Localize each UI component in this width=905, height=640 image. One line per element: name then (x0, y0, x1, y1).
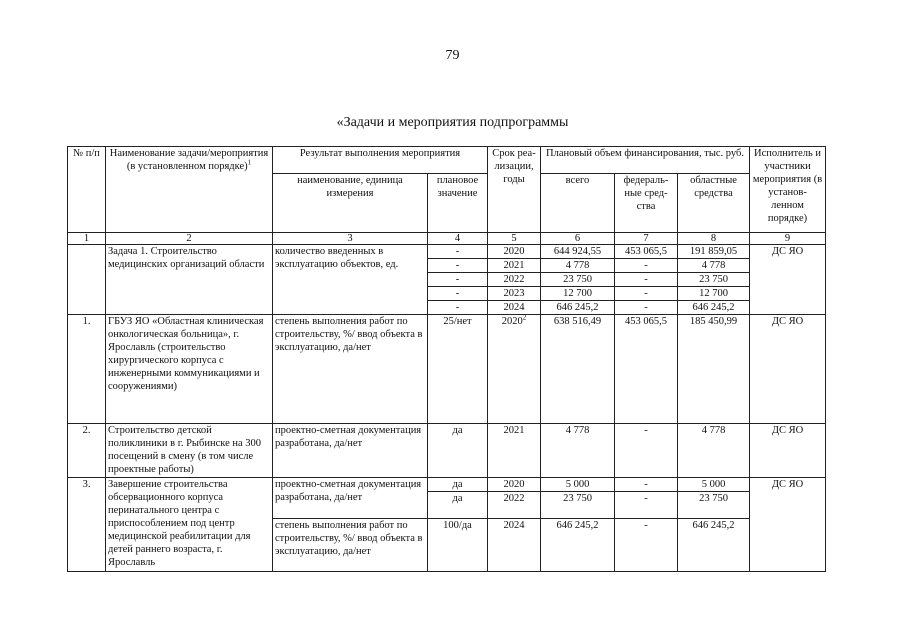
header-row (68, 147, 826, 174)
year: 2023 (488, 287, 541, 301)
total-value: 23 750 (541, 273, 615, 287)
total-value: 12 700 (541, 287, 615, 301)
table-row (68, 478, 826, 492)
item-no: 3. (68, 478, 106, 572)
plan-value: 25/нет (428, 315, 488, 424)
col-number: 3 (273, 233, 428, 245)
header-total: всего (541, 174, 615, 233)
col-number: 2 (106, 233, 273, 245)
col-number: 5 (488, 233, 541, 245)
regional-value: 4 778 (678, 259, 750, 273)
item-name: ГБУЗ ЯО «Областная клиническая онкологическая больница», г. Ярославль (строительство хирургического корпуса с инженерными коммуникациями и сооружениями) (106, 315, 273, 424)
plan-value: - (428, 301, 488, 315)
header-result-name: наименование, единица измерения (273, 174, 428, 233)
document-title: «Задачи и мероприятия подпрограммы (336, 115, 569, 130)
plan-value: 100/да (428, 519, 488, 572)
total-value: 4 778 (541, 259, 615, 273)
regional-value: 5 000 (678, 478, 750, 492)
year: 2021 (488, 259, 541, 273)
plan-value: да (428, 492, 488, 519)
total-value: 5 000 (541, 478, 615, 492)
plan-value: да (428, 478, 488, 492)
regional-value: 646 245,2 (678, 519, 750, 572)
total-value: 23 750 (541, 492, 615, 519)
regional-value: 12 700 (678, 287, 750, 301)
header-result: Результат выполнения мероприятия (273, 147, 488, 174)
page-number: 79 (445, 48, 460, 63)
task-name: Задача 1. Строительство медицинских организаций области (106, 245, 273, 315)
total-value: 644 924,55 (541, 245, 615, 259)
total-value: 638 516,49 (541, 315, 615, 424)
item-result: степень выполнения работ по строительству, %/ ввод объекта в эксплуатацию, да/нет (273, 315, 428, 424)
regional-value: 191 859,05 (678, 245, 750, 259)
year: 2021 (488, 424, 541, 478)
federal-value: - (615, 273, 678, 287)
year: 2020$^2$ (488, 315, 541, 424)
plan-value: да (428, 424, 488, 478)
item-executor: ДС ЯО (750, 478, 826, 572)
header-term: Срок реа-лизации, годы (488, 147, 541, 233)
item-result: степень выполнения работ по строительству, %/ ввод объекта в эксплуатацию, да/нет (273, 519, 428, 572)
year: 2024 (488, 519, 541, 572)
item-executor: ДС ЯО (750, 315, 826, 424)
regional-value: 23 750 (678, 273, 750, 287)
item-no: 1. (68, 315, 106, 424)
federal-value: - (615, 492, 678, 519)
plan-value: - (428, 273, 488, 287)
col-number: 9 (750, 233, 826, 245)
total-value: 646 245,2 (541, 301, 615, 315)
federal-value: - (615, 287, 678, 301)
col-number: 8 (678, 233, 750, 245)
year: 2020 (488, 245, 541, 259)
col-number: 4 (428, 233, 488, 245)
federal-value: - (615, 478, 678, 492)
header-no: № п/п (68, 147, 106, 233)
col-number: 6 (541, 233, 615, 245)
task-no-cell (68, 245, 106, 315)
table-row (68, 245, 826, 259)
header-name: Наименование задачи/мероприятия (в установленном порядке)$^1$ (106, 147, 273, 233)
plan-value: - (428, 287, 488, 301)
header-result-plan: плановое значение (428, 174, 488, 233)
item-no: 2. (68, 424, 106, 478)
col-number: 1 (68, 233, 106, 245)
federal-value: - (615, 424, 678, 478)
regional-value: 646 245,2 (678, 301, 750, 315)
table-row (68, 315, 826, 424)
year: 2022 (488, 273, 541, 287)
item-name: Строительство детской поликлиники в г. Рыбинске на 300 посещений в смену (в том числе проектные работы) (106, 424, 273, 478)
federal-value: - (615, 259, 678, 273)
item-name: Завершение строительства обсервационного корпуса перинатального центра с приспособлением под центр медицинской реабилитации для детей раннего возраста, г. Ярославль (106, 478, 273, 572)
total-value: 646 245,2 (541, 519, 615, 572)
col-number: 7 (615, 233, 678, 245)
item-result: проектно-сметная документация разработана, да/нет (273, 478, 428, 519)
item-result: проектно-сметная документация разработана, да/нет (273, 424, 428, 478)
plan-value: - (428, 245, 488, 259)
year: 2024 (488, 301, 541, 315)
regional-value: 185 450,99 (678, 315, 750, 424)
column-number-row (68, 233, 826, 245)
header-executor: Исполнитель и участники мероприятия (в установ-ленном порядке) (750, 147, 826, 233)
table-row (68, 424, 826, 478)
plan-value: - (428, 259, 488, 273)
total-value: 4 778 (541, 424, 615, 478)
item-executor: ДС ЯО (750, 424, 826, 478)
federal-value: 453 065,5 (615, 315, 678, 424)
tasks-table (67, 146, 826, 572)
regional-value: 4 778 (678, 424, 750, 478)
federal-value: - (615, 301, 678, 315)
year: 2022 (488, 492, 541, 519)
year: 2020 (488, 478, 541, 492)
header-funding: Плановый объем финансирования, тыс. руб. (541, 147, 750, 174)
header-regional: областные средства (678, 174, 750, 233)
task-result: количество введенных в эксплуатацию объектов, ед. (273, 245, 428, 315)
federal-value: 453 065,5 (615, 245, 678, 259)
federal-value: - (615, 519, 678, 572)
task-executor: ДС ЯО (750, 245, 826, 315)
header-federal: федераль-ные сред-ства (615, 174, 678, 233)
regional-value: 23 750 (678, 492, 750, 519)
